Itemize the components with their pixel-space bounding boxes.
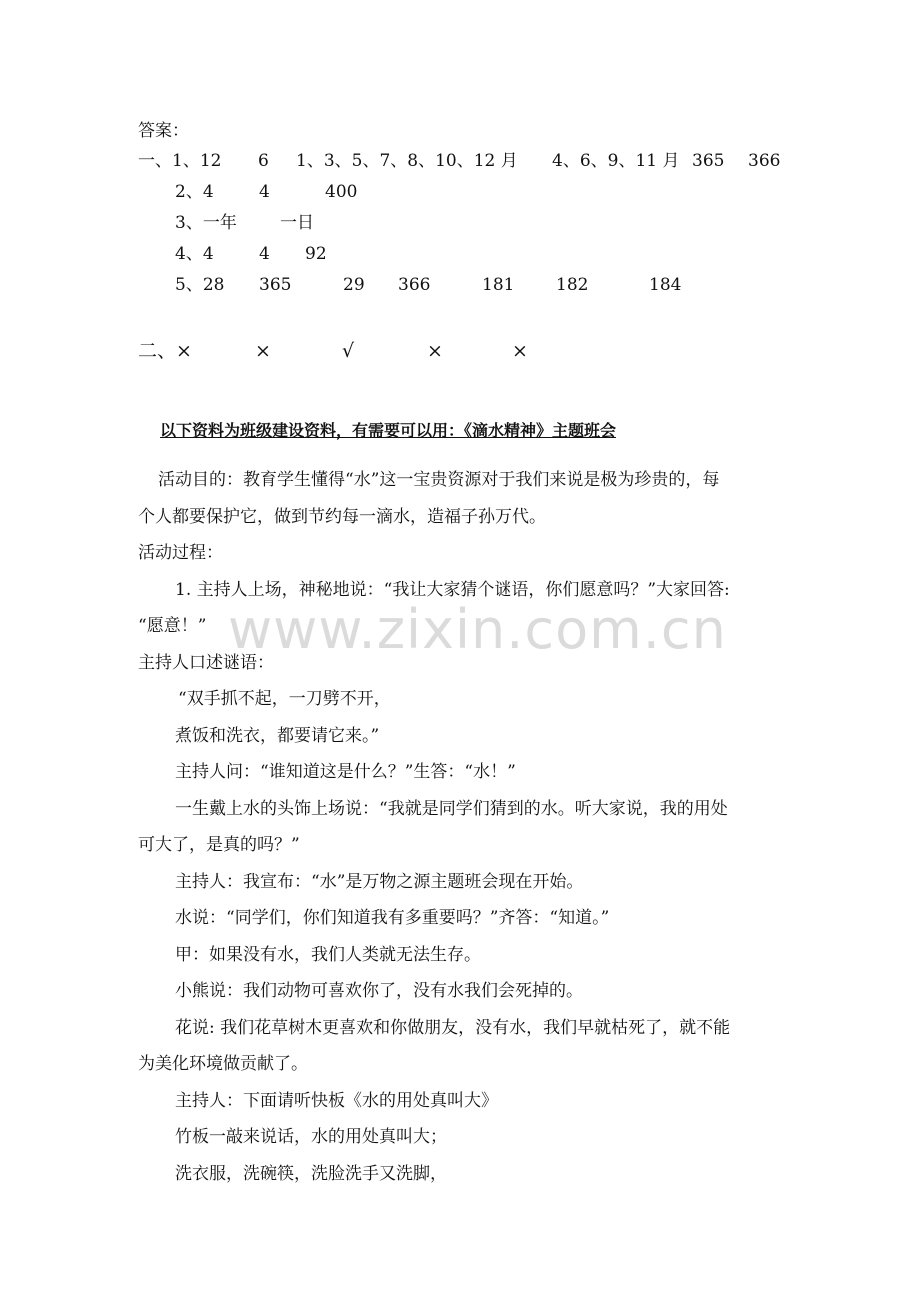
paragraph-line: 竹板一敲来说话，水的用处真叫大； [175,1127,447,1147]
answer-cell: 29 [343,275,365,295]
answer-cell: 365 [692,151,725,171]
paragraph-line: 洗衣服，洗碗筷，洗脸洗手又洗脚， [175,1164,447,1184]
paragraph-line: 甲：如果没有水，我们人类就无法生存。 [175,945,481,965]
section-heading: 以下资料为班级建设资料，有需要可以用：《滴水精神》主题班会 [160,421,617,440]
answer-cell: × [255,340,271,362]
answer-cell: 4、6、9、11 月 [552,151,680,171]
answer-cell: 184 [649,275,682,295]
answer-cell: 一日 [280,213,314,233]
paragraph-line: “愿意！” [138,616,207,636]
answer-cell: 4、4 [175,244,214,264]
paragraph-line: 主持人口述谜语： [138,653,274,673]
paragraph-line: 活动过程： [138,543,223,563]
watermark: www.zixin.com.cn [228,598,727,661]
paragraph-line: 为美化环境做贡献了。 [138,1054,308,1074]
answer-cell: × [427,340,443,362]
answer-cell: 一、1、12 [138,151,222,171]
answer-cell: 6 [258,151,269,171]
answer-cell: × [512,340,528,362]
paragraph-line: 花说: 我们花草树木更喜欢和你做朋友，没有水，我们早就枯死了，就不能 [175,1018,731,1038]
answer-cell: 二、× [138,340,192,362]
paragraph-line: 主持人：下面请听快板《水的用处真叫大》 [175,1091,498,1111]
answer-cell: 4 [259,182,270,202]
answer-cell: 1、3、5、7、8、10、12 月 [296,151,518,171]
paragraph-line: 主持人问：“谁知道这是什么？”生答：“水！” [175,762,516,782]
paragraph-line: “双手抓不起，一刀劈不开， [178,689,391,709]
answer-cell: 2、4 [175,182,214,202]
paragraph-line: 可大了，是真的吗？” [138,835,300,855]
answer-cell: 4 [259,244,270,264]
answer-cell: 365 [259,275,292,295]
answer-cell: √ [342,340,355,362]
answer-cell: 3、一年 [175,213,237,233]
paragraph-line: 煮饭和洗衣，都要请它来。” [175,726,380,746]
answer-cell: 5、28 [175,275,225,295]
answer-cell: 92 [305,244,327,264]
answer-cell: 181 [482,275,515,295]
paragraph-line: 1. 主持人上场，神秘地说：“我让大家猜个谜语，你们愿意吗？”大家回答: [175,580,730,600]
paragraph-line: 一生戴上水的头饰上场说：“我就是同学们猜到的水。听大家说，我的用处 [175,799,728,819]
paragraph-line: 小熊说：我们动物可喜欢你了，没有水我们会死掉的。 [175,981,583,1001]
paragraph-line: 水说：“同学们，你们知道我有多重要吗？”齐答：“知道。” [175,908,610,928]
paragraph-line: 主持人：我宣布：“水”是万物之源主题班会现在开始。 [175,872,584,892]
paragraph-line: 个人都要保护它，做到节约每一滴水，造福子孙万代。 [138,507,546,527]
answers-title: 答案： [138,121,189,141]
paragraph-line: 活动目的：教育学生懂得“水”这一宝贵资源对于我们来说是极为珍贵的，每 [158,470,720,490]
answer-cell: 366 [748,151,781,171]
answer-cell: 182 [556,275,589,295]
answer-cell: 366 [398,275,431,295]
answer-cell: 400 [325,182,358,202]
